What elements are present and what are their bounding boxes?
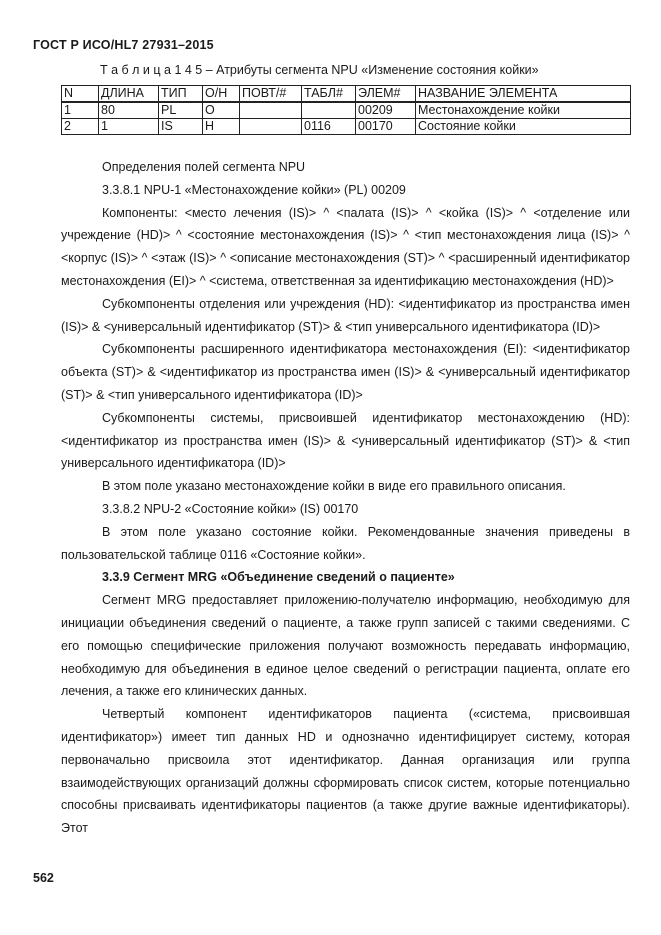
column-header: ДЛИНА (99, 86, 159, 103)
paragraph: Сегмент MRG предоставляет приложению-получателю информацию, необходимую для инициации объединения сведений о пациенте, а также групп записей с такими сведениями. С его помощью специфические приложения получают возможность передавать информацию, необходимую для объединения в единое целое сведений о регистрации пациента, оплате его лечения, а также его клинических данных. (61, 593, 630, 699)
paragraph: В этом поле указано состояние койки. Рекомендованные значения приведены в пользовательской таблице 0116 «Состояние койки». (61, 524, 630, 562)
page-number: 562 (33, 871, 54, 885)
table-cell: 80 (99, 102, 159, 119)
table-cell: Местонахождение койки (416, 102, 631, 119)
paragraph: Компоненты: <место лечения (IS)> ^ <палата (IS)> ^ <койка (IS)> ^ <отделение или учреждение (HD)> ^ <состояние местонахождения (IS)> ^ <тип местонахождения лица (IS)> ^ <корпус (IS)> ^ <этаж (IS)> ^ <описание местонахождения (ST)> ^ <расширенный идентификатор местонахождения (EI)> ^ <система, ответственная за идентификацию местонахождения (HD)> (61, 205, 630, 288)
table-cell (240, 119, 302, 135)
table-caption: Т а б л и ц а 1 4 5 – Атрибуты сегмента NPU «Изменение состояния койки» (100, 63, 539, 77)
column-header: О/Н (203, 86, 240, 103)
table-cell: PL (159, 102, 203, 119)
table-cell: 00170 (356, 119, 416, 135)
table-cell (240, 102, 302, 119)
table-row (62, 102, 631, 119)
segment-attributes-table (61, 85, 631, 135)
table-cell: IS (159, 119, 203, 135)
table-cell: Н (203, 119, 240, 135)
column-header: НАЗВАНИЕ ЭЛЕМЕНТА (416, 86, 631, 103)
section-heading: 3.3.9 Сегмент MRG «Объединение сведений о пациенте» (102, 570, 455, 585)
table-cell: Состояние койки (416, 119, 631, 135)
table-cell: 1 (62, 102, 99, 119)
paragraph: В этом поле указано местонахождение койки в виде его правильного описания. (102, 479, 566, 494)
field-heading: 3.3.8.1 NPU-1 «Местонахождение койки» (PL) 00209 (102, 182, 406, 197)
standard-header: ГОСТ Р ИСО/HL7 27931–2015 (33, 38, 214, 52)
column-header: ПОВТ/# (240, 86, 302, 103)
table-cell: 00209 (356, 102, 416, 119)
column-header: ТАБЛ# (302, 86, 356, 103)
section-intro: Определения полей сегмента NPU (102, 160, 306, 174)
table-cell: 1 (99, 119, 159, 135)
table-cell (302, 102, 356, 119)
paragraph: Субкомпоненты расширенного идентификатора местонахождения (EI): <идентификатор объекта (ST)> & <идентификатор из пространства имен (IS)> & <универсальный идентификатор (ST)> & <тип универсального идентификатора (ID)> (61, 342, 630, 402)
column-header: ТИП (159, 86, 203, 103)
table-header-row (62, 86, 631, 103)
paragraph: Четвертый компонент идентификаторов пациента («система, присвоившая идентификатор») имеет тип данных HD и однозначно идентифицирует систему, которая первоначально присвоила этот идентификатор. Данная организация или группа взаимодействующих организаций должны сформировать список систем, которые потенциально способны присваивать идентификаторы пациентов (а также другие важные идентификаторы). Этот (61, 707, 630, 836)
table-cell: 0116 (302, 119, 356, 135)
column-header: ЭЛЕМ# (356, 86, 416, 103)
body-text (61, 156, 630, 840)
table-cell: О (203, 102, 240, 119)
column-header: N (62, 86, 99, 103)
field-heading: 3.3.8.2 NPU-2 «Состояние койки» (IS) 00170 (102, 501, 359, 516)
table-cell: 2 (62, 119, 99, 135)
table-row (62, 119, 631, 135)
paragraph: Субкомпоненты системы, присвоившей идентификатор местонахождению (HD): <идентификатор из пространства имен (IS)> & <универсальный идентификатор (ST)> & <тип универсального идентификатора (ID)> (61, 410, 630, 471)
paragraph: Субкомпоненты отделения или учреждения (HD): <идентификатор из пространства имен (IS)> & <универсальный идентификатор (ST)> & <тип универсального идентификатора (ID)> (61, 296, 630, 334)
